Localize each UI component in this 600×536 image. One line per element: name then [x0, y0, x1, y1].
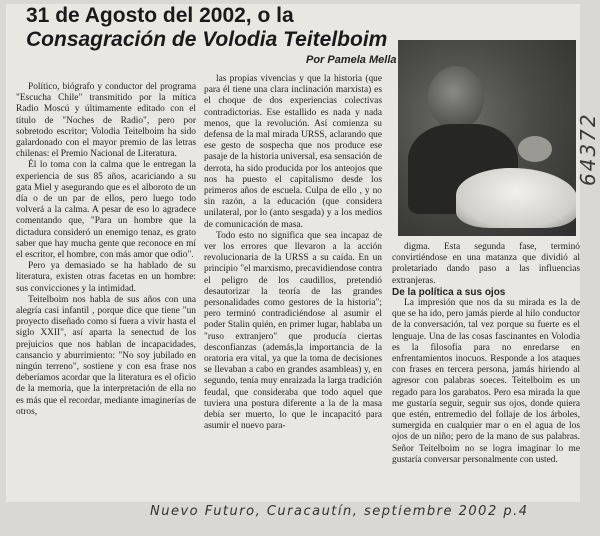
archive-number: 64372 — [576, 112, 600, 186]
section-subhead: De la política a sus ojos — [392, 286, 506, 298]
paragraph: Teitelboim nos habla de sus años con una alegría casi infantil , porque dice que tiene "un proyecto diseñado como si fuera a vivir hasta el siglo XXII", así aparta la senectud de los prejuicios que nos hablan de incapacidades, cansancio y aburrimiento: "No soy jubilado en ningún terreno", sostiene y con esa frase nos deberíamos acordar que la literatura es el oficio de la memoria, que la interpretación de ella no es más que el recordar, mediante imaginerías de otros, — [16, 294, 196, 417]
paragraph: La impresión que nos da su mirada es la de que se ha ido, pero jamás pierde al hilo conductor de la conversación, tal vez porque su fuerte es el lenguaje. Una de las cosas fascinantes en Volodia es la filosofía para no enredarse en enfrentamientos inocuos. Responde a los ataques con frases en tercera persona, jamás hiriendo al agresor con palabras soeces. Teitelboim es un regado para los garabatos. Pero esa mirada la que me gustaría seguir, seguir sus ojos, donde quiera que estén, entremedio del follaje de los árboles, sumergida en cualquier mar o en el agua de los ojos de un niño; pero de la mano de sus palabras. Señor Teitelboim no se logra imaginar lo me gustaría conversar personalmente con usted. — [392, 298, 580, 465]
paragraph: digma. Esta segunda fase, terminó convirtiéndose en una matanza que dividió al proletariado dando paso a las influencias extranjeras. — [392, 242, 580, 286]
column-3 — [392, 242, 580, 466]
portrait-photo — [398, 40, 576, 236]
newspaper-clipping — [6, 4, 580, 502]
headline-line-2: Consagración de Volodia Teitelboim — [26, 28, 388, 51]
paragraph: las propias vivencias y que la historia (que para él tiene una clara inclinación marxista) es el choque de dos experiencias colectivas contradictorias. Ese estallido es nada y nada menos, que la revolución. Así comienza su defensa de la mal mirada URSS, aclarando que ese gesto de sospecha que nos produce ese pasaje de la historia universal, esa sensación de derrota, ha sido producida por los anteojos que nos ha puesto el capitalismo desde los primeros años de escuela. Culpa de ello , y no sin razón, a la educación (que considera unilateral, por lo (anto sesgada) y a los medios de comunicación de masa. — [204, 74, 382, 230]
paragraph: Político, biógrafo y conductor del programa "Escucha Chile" transmitido por la mítica Radio Moscú y últimamente editado con el título de "Noches de Radio", pero por sobretodo escritor; Volodia Teitelboim ha sido galardonado con el mayor premio de las letras chilenas: el Premio Nacional de Literatura. — [16, 82, 196, 160]
photo-cat — [456, 168, 576, 228]
column-2 — [204, 74, 382, 433]
headline-line-1: 31 de Agosto del 2002, o la — [26, 4, 294, 27]
paragraph: Él lo toma con la calma que le entregan la experiencia de sus 85 años, acariciando a su gata Miel y asegurando que es el alboroto de un día o de un par de ellos, pero luego todo volverá a la calma. A pesar de eso lo agradece comentando que, "Para un hombre que la dictadura consideró un enemigo tenaz, es grato saber que hay mucha gente que reconoce en mí el escritor, el hombre, con más amor que odio". — [16, 160, 196, 261]
paragraph: Pero ya demasiado se ha hablado de su literatura, existen otras facetas en un hombre: sus convicciones y la intimidad. — [16, 261, 196, 294]
photo-head — [428, 66, 484, 130]
byline: Por Pamela Mella — [306, 54, 397, 66]
photo-hand — [518, 136, 552, 162]
column-1 — [16, 82, 196, 418]
handwritten-source-note: Nuevo Futuro, Curacautín, septiembre 2002 p.4 — [150, 504, 529, 519]
paragraph: Todo esto no significa que sea incapaz de ver los errores que llevaron a la acción revolucionaria de la URSS a su caída. En un principio "el marxismo, precavidiendose contra el peligro de los caudillos, pretendió desautorizar la teoría de las grandes personalidades como gestores de la historia"; pero terminó contradiciéndose al asumir el poder Stalin quién, en primer lugar, hablaba un "ruso extranjero" que producía ciertas desconfianzas (además,la importancia de la oratoria era vital, ya que la toma de decisiones se llevaban a cabo en grandes asambleas) y, en segundo, tenía muy enraizada la larga tradición feudal, que consideraba que todo aquel que tuviera una postura diferente a la de la masa debía ser muerto, lo que le incapacitó para asumir el nuevo para- — [204, 230, 382, 432]
